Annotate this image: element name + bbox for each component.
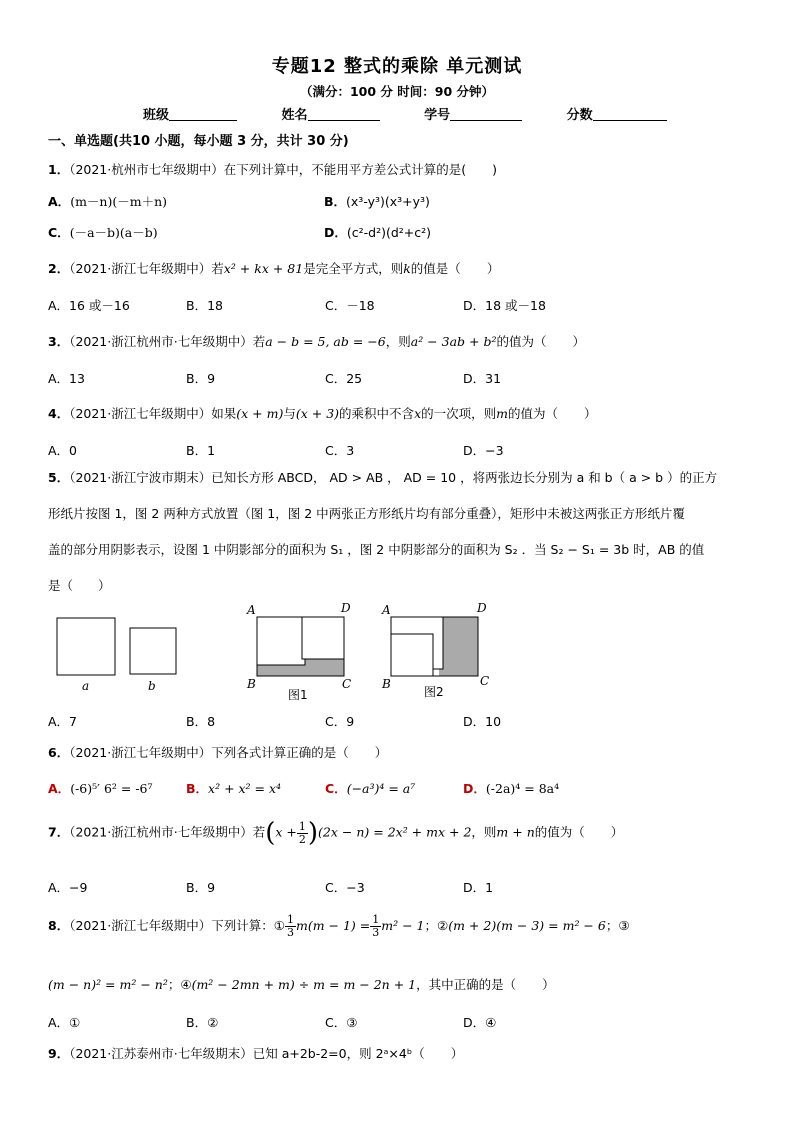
score-field [567, 104, 667, 123]
question-9: 9．（2021·江苏泰州市·七年级期末）已知 a+2b-2=0，则 2ᵃ×4ᵇ（ ） [48, 1046, 464, 1061]
question-1 [48, 160, 497, 178]
option-c[interactable]: C．3 [325, 443, 355, 458]
option-a[interactable]: A．0 [48, 443, 78, 458]
question-8-continued: (m − n)² = m² − n²；④(m² − 2mn + m) ÷ m = m − 2n + 1，其中正确的是（ ） [48, 977, 555, 992]
option-b[interactable]: B．18 [186, 298, 223, 313]
option-b[interactable]: B．9 [186, 371, 216, 386]
student-info-row [143, 104, 703, 123]
question-3: 3．（2021·浙江杭州市·七年级期中）若a − b = 5, ab = −6，则a² − 3ab + b²的值为（ ） [48, 334, 586, 349]
option-a[interactable]: A．(-6)⁵′ 6² = -6⁷ [48, 781, 153, 796]
option-d[interactable]: D．18 或－18 [463, 298, 546, 313]
id-label: 学号 [424, 108, 451, 123]
option-a[interactable]: A．−9 [48, 880, 88, 895]
class-field [143, 104, 237, 123]
fraction: $\frac{1}{2}$ [298, 819, 306, 846]
options-q5 [48, 712, 748, 732]
page-subtitle: （满分：100 分 时间：90 分钟） [299, 84, 495, 99]
option-c[interactable]: C．(－a－b)(a－b) [48, 225, 158, 240]
svg-text:D: D [341, 601, 351, 615]
option-a[interactable]: A．(m－n)(－m＋n) [48, 194, 168, 209]
options-q8 [48, 1013, 748, 1033]
q5-figures [40, 600, 500, 705]
option-a[interactable]: A．13 [48, 371, 85, 386]
question-6: 6．（2021·浙江七年级期中）下列各式计算正确的是（ ） [48, 745, 388, 760]
question-text: 在下列计算中，不能用平方差公式计算的是( [223, 162, 467, 177]
option-c[interactable]: C．−3 [325, 880, 365, 895]
svg-text:B: B [247, 677, 256, 691]
class-label: 班级 [143, 108, 170, 123]
option-c[interactable]: C．(−a³)⁴ = a⁷ [325, 781, 416, 796]
id-blank [450, 106, 522, 121]
question-8: 8．（2021·浙江七年级期中）下列计算：① $\frac{1}{3}$ m(m − 1) = $\frac{1}{3}$ m² − 1；②(m + 2)(m − 3) = m² − 6；③ [48, 913, 630, 939]
id-field [424, 104, 522, 123]
svg-text:C: C [480, 674, 490, 688]
question-7: 7．（2021·浙江杭州市·七年级期中）若(x + $\frac{1}{2}$ )(2x − n) = 2x² + mx + 2，则m + n的值为（ ） [48, 818, 624, 848]
options-q4 [48, 441, 748, 461]
option-d[interactable]: D．(c²-d²)(d²+c²) [324, 225, 432, 240]
option-a[interactable]: A．① [48, 1015, 81, 1030]
score-blank [593, 106, 667, 121]
svg-text:B: B [382, 677, 391, 691]
option-c[interactable]: C．9 [325, 714, 355, 729]
option-d[interactable]: D．1 [463, 880, 494, 895]
question-number: 1． [48, 162, 70, 177]
options-q1-row1 [48, 192, 748, 212]
svg-text:D: D [477, 601, 487, 615]
page-title: 专题12 整式的乘除 单元测试 [271, 56, 523, 77]
question-close: ) [492, 162, 498, 177]
label-a: a [82, 679, 90, 693]
options-q2 [48, 296, 748, 316]
question-source: （2021·杭州市七年级期中） [69, 162, 224, 177]
class-blank [169, 106, 237, 121]
svg-text:C: C [342, 677, 352, 691]
svg-text:A: A [382, 603, 391, 617]
options-q3 [48, 369, 748, 389]
option-b[interactable]: B．② [186, 1015, 219, 1030]
option-a[interactable]: A．16 或－16 [48, 298, 130, 313]
option-d[interactable]: D．(-2a)⁴ = 8a⁴ [463, 781, 560, 796]
label-b: b [148, 679, 156, 693]
option-d[interactable]: D．−3 [463, 443, 504, 458]
option-c[interactable]: C．－18 [325, 298, 375, 313]
option-d[interactable]: D．10 [463, 714, 502, 729]
option-b[interactable]: B．1 [186, 443, 216, 458]
svg-text:A: A [247, 603, 256, 617]
square-b [130, 628, 176, 674]
figure-1-caption: 图1 [288, 688, 308, 702]
question-5: 5．（2021·浙江宁波市期末）已知长方形 ABCD， AD > AB ， AD = 10 ，将两张边长分别为 a 和 b（ a > b ）的正方 形纸片按图 1，图 2 两种方式放置（图 1，图 2 中两张正方形纸片均有部分重叠），矩形中未被这两张正方形纸片覆 盖的部分用阴影表示，设图 1 中阴影部分的面积为 S₁ ，图 2 中阴影部分的面积为 S₂ ．当 S₂ − S₁ = 3b 时，AB 的值 是（ ） [48, 470, 718, 593]
options-q1-row2 [48, 223, 748, 243]
option-b[interactable]: B．(x³-y³)(x³+y³) [324, 194, 430, 209]
option-c[interactable]: C．③ [325, 1015, 358, 1030]
score-label: 分数 [566, 108, 593, 123]
math-expression: x² + kx + 81 [223, 261, 304, 276]
name-label: 姓名 [281, 108, 308, 123]
options-q6 [48, 779, 748, 799]
question-2: 2．（2021·浙江七年级期中）若x² + kx + 81是完全平方式，则k的值是（ ） [48, 261, 500, 276]
options-q7 [48, 878, 748, 898]
option-b[interactable]: B．8 [186, 714, 216, 729]
square-a [57, 618, 115, 675]
option-a[interactable]: A．7 [48, 714, 78, 729]
name-field [282, 104, 380, 123]
name-blank [308, 106, 380, 121]
option-d[interactable]: D．④ [463, 1015, 497, 1030]
section-heading: 一、单选题(共10 小题，每小题 3 分，共计 30 分) [48, 134, 349, 149]
figure-2-caption: 图2 [424, 685, 444, 699]
option-b[interactable]: B．x² + x² = x⁴ [186, 781, 282, 796]
figure-2 [381, 601, 489, 699]
option-c[interactable]: C．25 [325, 371, 363, 386]
question-4: 4．（2021·浙江七年级期中）如果(x + m)与(x + 3)的乘积中不含x的一次项，则m的值为（ ） [48, 406, 597, 421]
option-b[interactable]: B．9 [186, 880, 216, 895]
figure-1 [246, 601, 351, 702]
option-d[interactable]: D．31 [463, 371, 502, 386]
